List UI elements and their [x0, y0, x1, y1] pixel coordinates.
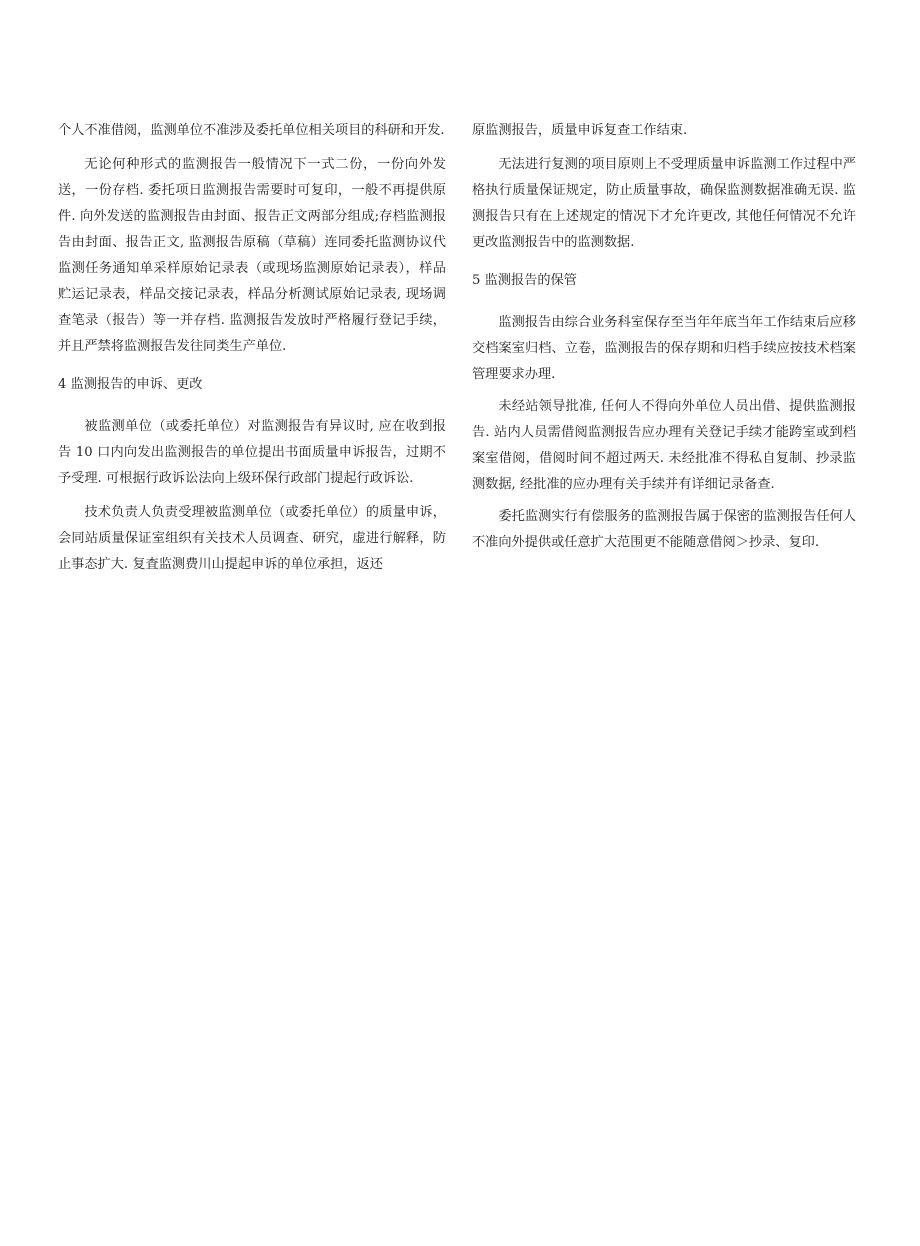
paragraph: 监测报告由综合业务科室保存至当年年底当年工作结束后应移交档案室归档、立卷，监测报告的保存期和归档手续应按技术档案管理要求办理. [472, 315, 856, 382]
paragraph: 个人不准借阅，监测单位不准涉及委托单位相关项目的科研和开发. [58, 123, 445, 138]
paragraph: 委托监测实行有偿服务的监测报告属于保密的监测报告任何人不准向外提供或任意扩大范围更不能随意借阅＞抄录、复印. [472, 509, 856, 550]
paragraph: 未经站领导批准, 任何人不得向外单位人员出借、提供监测报告. 站内人员需借阅监测报告应办理有关登记手续才能跨室或到档案室借阅，借阅时间不超过两天. 未经批准不得私自复制、抄录监测数据, 经批准的应办理有关手续并有详细记录备查. [472, 399, 856, 492]
paragraph: 无法进行复测的项目原则上不受理质量申诉监测工作过程中严格执行质量保证规定，防止质量事故，确保监测数据准确无误. 监测报告只有在上述规定的情况下才允许更改, 其他任何情况不允许更改监测报告中的监测数据. [472, 157, 856, 250]
paragraph: 被监测单位（或委托单位）对监测报告有异议时, 应在收到报告 10 口内向发出监测报告的单位提出书面质量申诉报告，过期不予受理. 可根据行政诉讼法向上级环保行政部门提起行政诉讼. [58, 419, 446, 486]
left-column [58, 118, 446, 578]
section-heading-5: 5 监测报告的保管 [472, 273, 577, 288]
section-heading-4: 4 监测报告的申诉、更改 [58, 377, 203, 392]
right-column [472, 118, 856, 556]
paragraph: 原监测报告，质量申诉复查工作结束. [472, 123, 688, 138]
paragraph: 无论何种形式的监测报告一般情况下一式二份，一份向外发送，一份存档. 委托项日监测报告需要时可复印，一般不再提供原件. 向外发送的监测报告由封面、报告正文两部分组成;存档监测报告由封面、报告正文, 监测报告原稿（草稿）连同委托监测协议代监测任务通知单采样原始记录表（或现场监测原始记录表），样品贮运记录表，样品交接记录表，样品分析测试原始记录表, 现场调查笔录（报告）等一并存档. 监测报告发放时严格履行登记手续，并且严禁将监测报告发往同类生产单位. [58, 157, 446, 354]
paragraph: 技术负责人负责受理被监测单位（或委托单位）的质量申诉，会同站质量保证室组织有关技术人员调查、研究，虚进行解释，防止事态扩大. 复査监测费川山提起申诉的单位承担，返还 [58, 505, 446, 572]
